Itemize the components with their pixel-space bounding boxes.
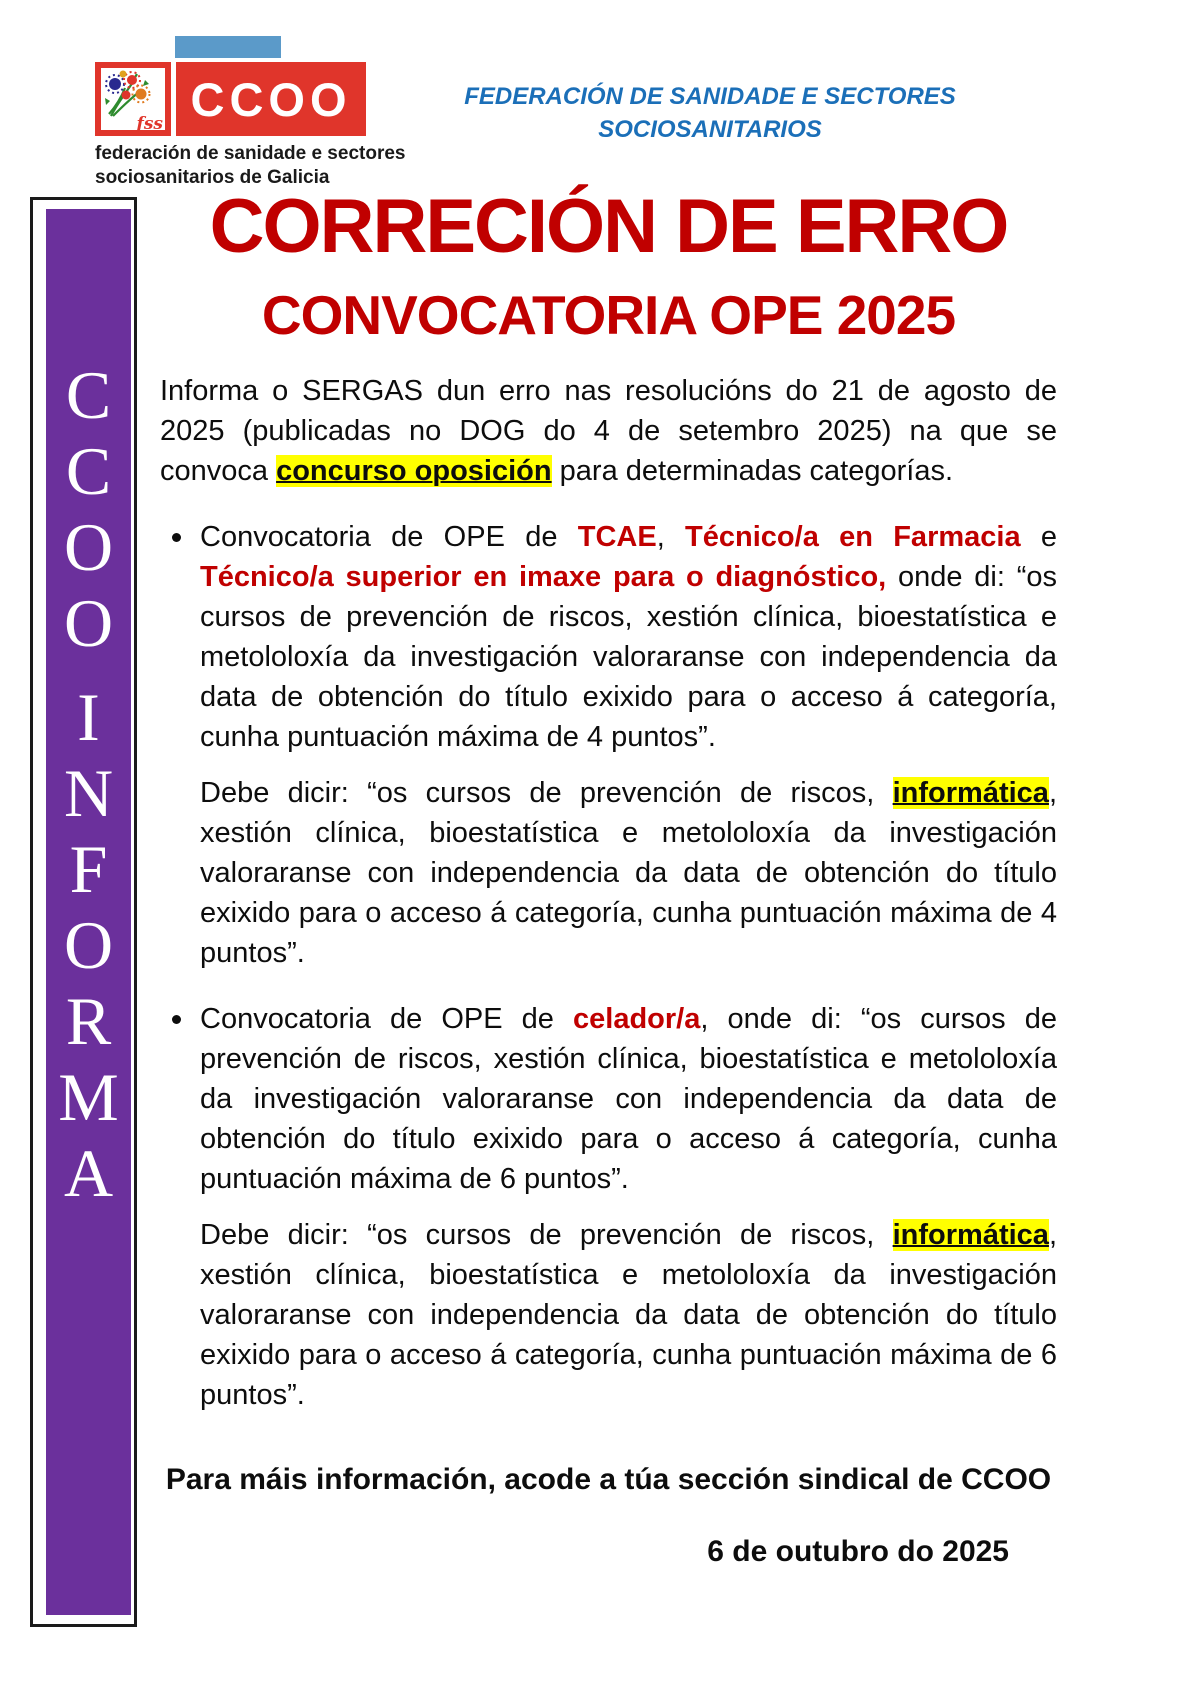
- federation-title-line2: SOCIOSANITARIOS: [598, 116, 822, 143]
- bullet2-text: Convocatoria de OPE de: [200, 1003, 574, 1035]
- bullet1-paragraph: [200, 517, 1057, 757]
- debe2-text: Debe dicir: “os cursos de prevención de riscos,: [200, 1219, 893, 1251]
- category-tcae: TCAE: [577, 521, 657, 553]
- bullet2-paragraph: [200, 999, 1057, 1199]
- banner-letter: N: [63, 755, 114, 831]
- category-tecnico-imaxe: Técnico/a superior en imaxe para o diagnóstico,: [200, 561, 887, 593]
- bullet1-conj: e: [1020, 521, 1057, 553]
- federation-title-line1: FEDERACIÓN DE SANIDADE E SECTORES: [464, 83, 956, 110]
- banner-letter: C: [65, 433, 112, 509]
- banner-letter: O: [63, 509, 114, 585]
- ccoo-informa-banner-inner: [46, 209, 131, 1615]
- banner-letter: R: [65, 983, 112, 1059]
- banner-letter: C: [65, 357, 112, 433]
- intro-paragraph: [160, 371, 1057, 491]
- bullet1-quote: onde di: “os cursos de prevención de riscos, xestión clínica, bioestatística e metololoxía da investigación valoraranse con independencia da data de obtención do título exixido para o acceso á categoría, cunha puntuación máxima de 4 puntos”.: [200, 561, 1057, 753]
- highlight-informatica-2: informática: [892, 1219, 1049, 1251]
- list-item-celador: [200, 999, 1057, 1415]
- fss-flower-icon: [95, 62, 171, 136]
- intro-text: Informa o SERGAS dun erro nas resolucións do 21 de agosto de 2025 (publicadas no DOG do 4 de setembro 2025) na que se convoca: [160, 375, 1057, 487]
- logo-subtitle-line1: federación de sanidade e sectores: [95, 143, 406, 164]
- page-title: CORRECIÓN DE ERRO: [209, 184, 1008, 269]
- banner-letter: M: [58, 1059, 119, 1135]
- banner-letter: A: [63, 1135, 114, 1211]
- footer-note: Para máis información, acode a túa sección sindical de CCOO: [165, 1463, 1052, 1496]
- bullet1-sep: ,: [656, 521, 686, 553]
- correction-list: [160, 517, 1057, 1415]
- page-subtitle: CONVOCATORIA OPE 2025: [261, 284, 956, 346]
- fss-label: fss: [136, 114, 163, 134]
- debe-dicir-2: [200, 1215, 1057, 1415]
- logo-blue-bar: [175, 36, 281, 58]
- banner-letter: O: [63, 585, 114, 661]
- logo-subtitle-line2: sociosanitarios de Galicia: [95, 167, 330, 188]
- debe1-quote: , xestión clínica, bioestatística e metololoxía da investigación valoraranse con independencia da data de obtención do título exixido para o acceso á categoría, cunha puntuación máxima de 4 puntos”.: [200, 777, 1057, 969]
- bouquet-illustration: [101, 68, 153, 118]
- ccoo-wordmark: [176, 62, 366, 136]
- ccoo-wordmark-text: CCOO: [190, 72, 352, 126]
- intro-text-end: para determinadas categorías.: [551, 455, 954, 487]
- debe1-text: Debe dicir: “os cursos de prevención de riscos,: [200, 777, 893, 809]
- category-celador: celador/a: [573, 1003, 701, 1035]
- highlight-informatica-1: informática: [892, 777, 1049, 809]
- category-tecnico-farmacia: Técnico/a en Farmacia: [685, 521, 1021, 553]
- debe-dicir-1: [200, 773, 1057, 973]
- main-content: [160, 183, 1057, 1571]
- banner-letter: O: [63, 907, 114, 983]
- document-date: 6 de outubro do 2025: [707, 1535, 1009, 1568]
- bullet1-text: Convocatoria de OPE de: [200, 521, 578, 553]
- ccoo-logo: [95, 36, 405, 190]
- banner-letter: I: [77, 679, 100, 755]
- bullet2-quote: , onde di: “os cursos de prevención de riscos, xestión clínica, bioestatística e metololoxía da investigación valoraranse con independencia da data de obtención do título exixido para o acceso á categoría, cunha puntuación máxima de 6 puntos”.: [200, 1003, 1057, 1195]
- ccoo-informa-banner: [30, 197, 137, 1627]
- logo-row: [95, 62, 405, 136]
- list-item-tcae: [200, 517, 1057, 973]
- debe2-quote: , xestión clínica, bioestatística e metololoxía da investigación valoraranse con independencia da data de obtención do título exixido para o acceso á categoría, cunha puntuación máxima de 6 puntos”.: [200, 1219, 1057, 1411]
- banner-letter: F: [69, 831, 108, 907]
- federation-title: [420, 80, 1000, 146]
- highlight-concurso-oposicion: concurso oposición: [276, 455, 552, 487]
